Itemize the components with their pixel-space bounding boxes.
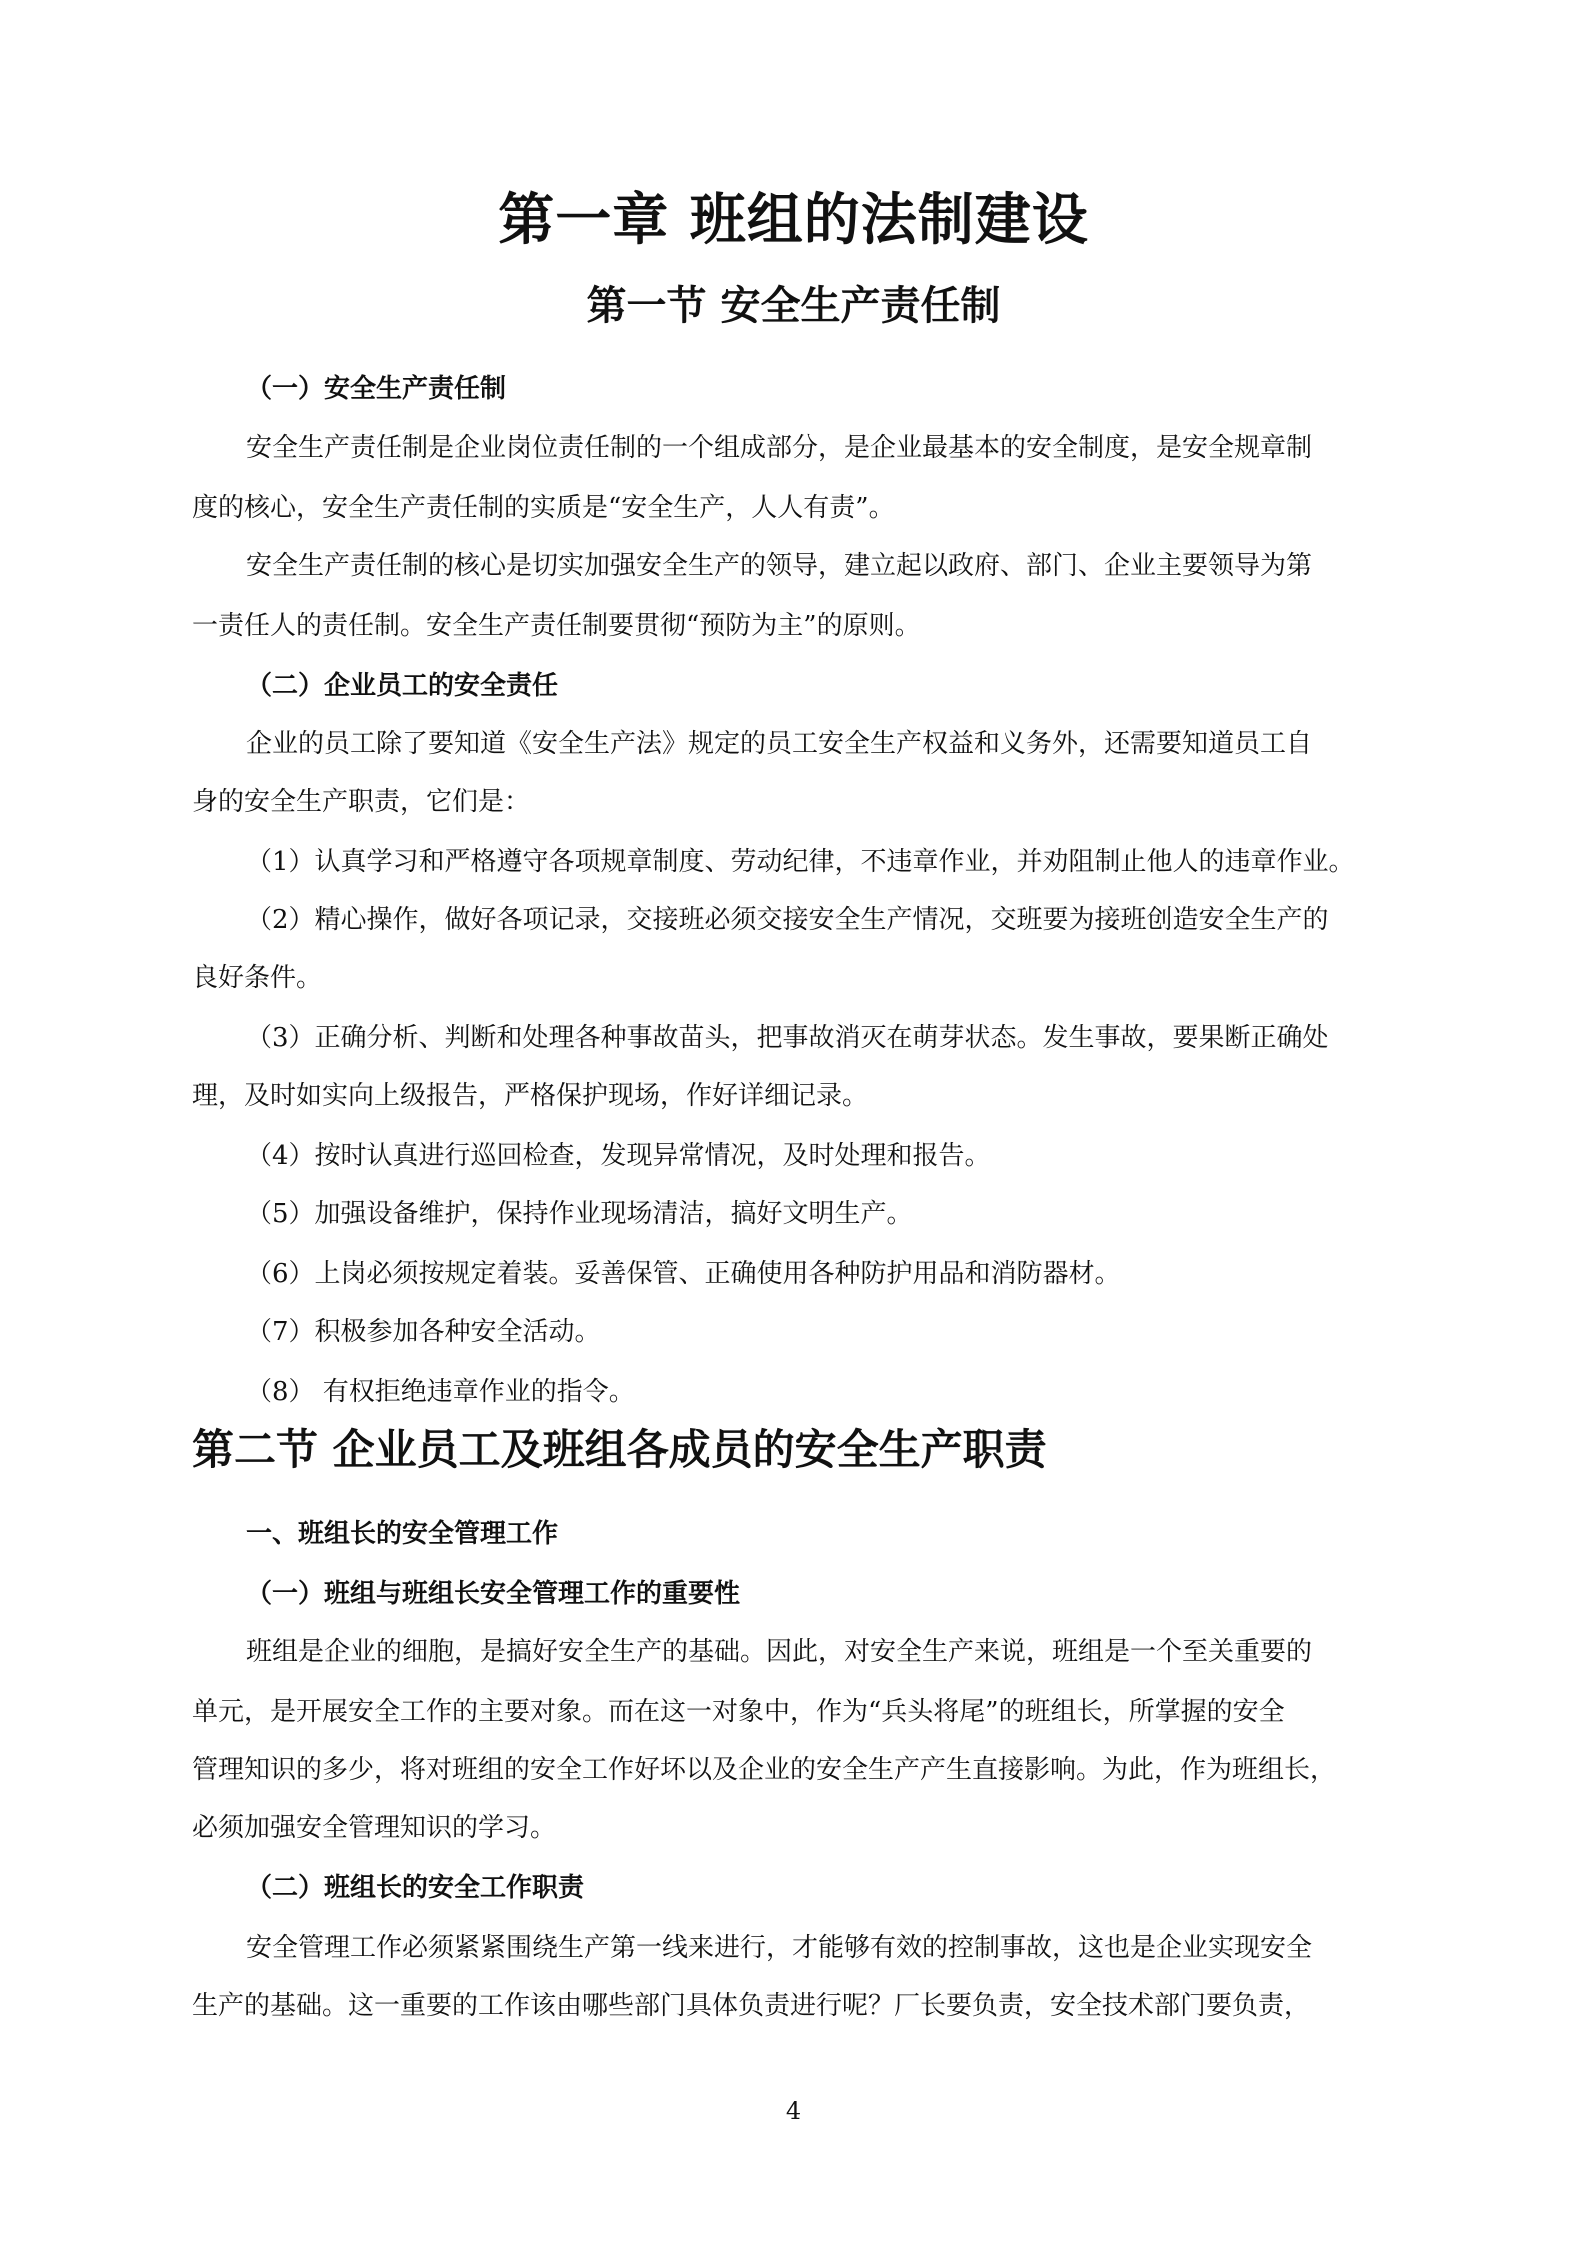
paragraph-line: 管理知识的多少，将对班组的安全工作好坏以及企业的安全生产产生直接影响。为此，作为班组长， bbox=[192, 1755, 1337, 1785]
list-item: （1）认真学习和严格遵守各项规章制度、劳动纪律，不违章作业，并劝阻制止他人的违章作业。 bbox=[246, 847, 1355, 877]
paragraph-line: 企业的员工除了要知道《安全生产法》规定的员工安全生产权益和义务外，还需要知道员工自 bbox=[246, 729, 1313, 759]
list-item: （5）加强设备维护，保持作业现场清洁，搞好文明生产。 bbox=[246, 1199, 913, 1229]
list-item: （3）正确分析、判断和处理各种事故苗头，把事故消灭在萌芽状态。发生事故，要果断正确处 bbox=[246, 1023, 1329, 1053]
section2-heading-0: 一、班组长的安全管理工作 bbox=[246, 1519, 559, 1549]
section1-heading-2: （二）企业员工的安全责任 bbox=[246, 671, 559, 701]
section2-heading-2: （二）班组长的安全工作职责 bbox=[246, 1873, 585, 1903]
section1-title: 第一节 安全生产责任制 bbox=[586, 283, 1001, 329]
paragraph-line: 必须加强安全管理知识的学习。 bbox=[192, 1813, 557, 1843]
paragraph-line: 身的安全生产职责，它们是： bbox=[192, 787, 531, 817]
paragraph-line: 一责任人的责任制。安全生产责任制要贯彻“预防为主”的原则。 bbox=[192, 611, 921, 641]
section2-title: 第二节 企业员工及班组各成员的安全生产职责 bbox=[192, 1425, 1047, 1474]
list-item: （2）精心操作，做好各项记录，交接班必须交接安全生产情况，交班要为接班创造安全生产的 bbox=[246, 905, 1329, 935]
list-item: （8） 有权拒绝违章作业的指令。 bbox=[246, 1377, 635, 1407]
paragraph-line: 单元，是开展安全工作的主要对象。而在这一对象中，作为“兵头将尾”的班组长，所掌握的安全 bbox=[192, 1697, 1285, 1727]
page-number: 4 bbox=[785, 2097, 802, 2125]
section1-heading-1: （一）安全生产责任制 bbox=[246, 374, 507, 404]
paragraph-line: 班组是企业的细胞，是搞好安全生产的基础。因此，对安全生产来说，班组是一个至关重要的 bbox=[246, 1637, 1313, 1667]
list-item: （7）积极参加各种安全活动。 bbox=[246, 1317, 601, 1347]
paragraph-line: 生产的基础。这一重要的工作该由哪些部门具体负责进行呢？厂长要负责，安全技术部门要负责， bbox=[192, 1991, 1311, 2021]
paragraph-line: 安全管理工作必须紧紧围绕生产第一线来进行，才能够有效的控制事故，这也是企业实现安全 bbox=[246, 1933, 1313, 1963]
list-item: （6）上岗必须按规定着装。妥善保管、正确使用各种防护用品和消防器材。 bbox=[246, 1259, 1121, 1289]
section2-heading-1: （一）班组与班组长安全管理工作的重要性 bbox=[246, 1579, 741, 1609]
paragraph-line: 安全生产责任制是企业岗位责任制的一个组成部分，是企业最基本的安全制度，是安全规章制 bbox=[246, 433, 1313, 463]
list-item-continuation: 良好条件。 bbox=[192, 963, 323, 993]
list-item-continuation: 理，及时如实向上级报告，严格保护现场，作好详细记录。 bbox=[192, 1081, 869, 1111]
paragraph-line: 度的核心，安全生产责任制的实质是“安全生产，人人有责”。 bbox=[192, 493, 895, 523]
paragraph-line: 安全生产责任制的核心是切实加强安全生产的领导，建立起以政府、部门、企业主要领导为第 bbox=[246, 551, 1313, 581]
chapter-title: 第一章 班组的法制建设 bbox=[498, 188, 1089, 253]
list-item: （4）按时认真进行巡回检查，发现异常情况，及时处理和报告。 bbox=[246, 1141, 991, 1171]
